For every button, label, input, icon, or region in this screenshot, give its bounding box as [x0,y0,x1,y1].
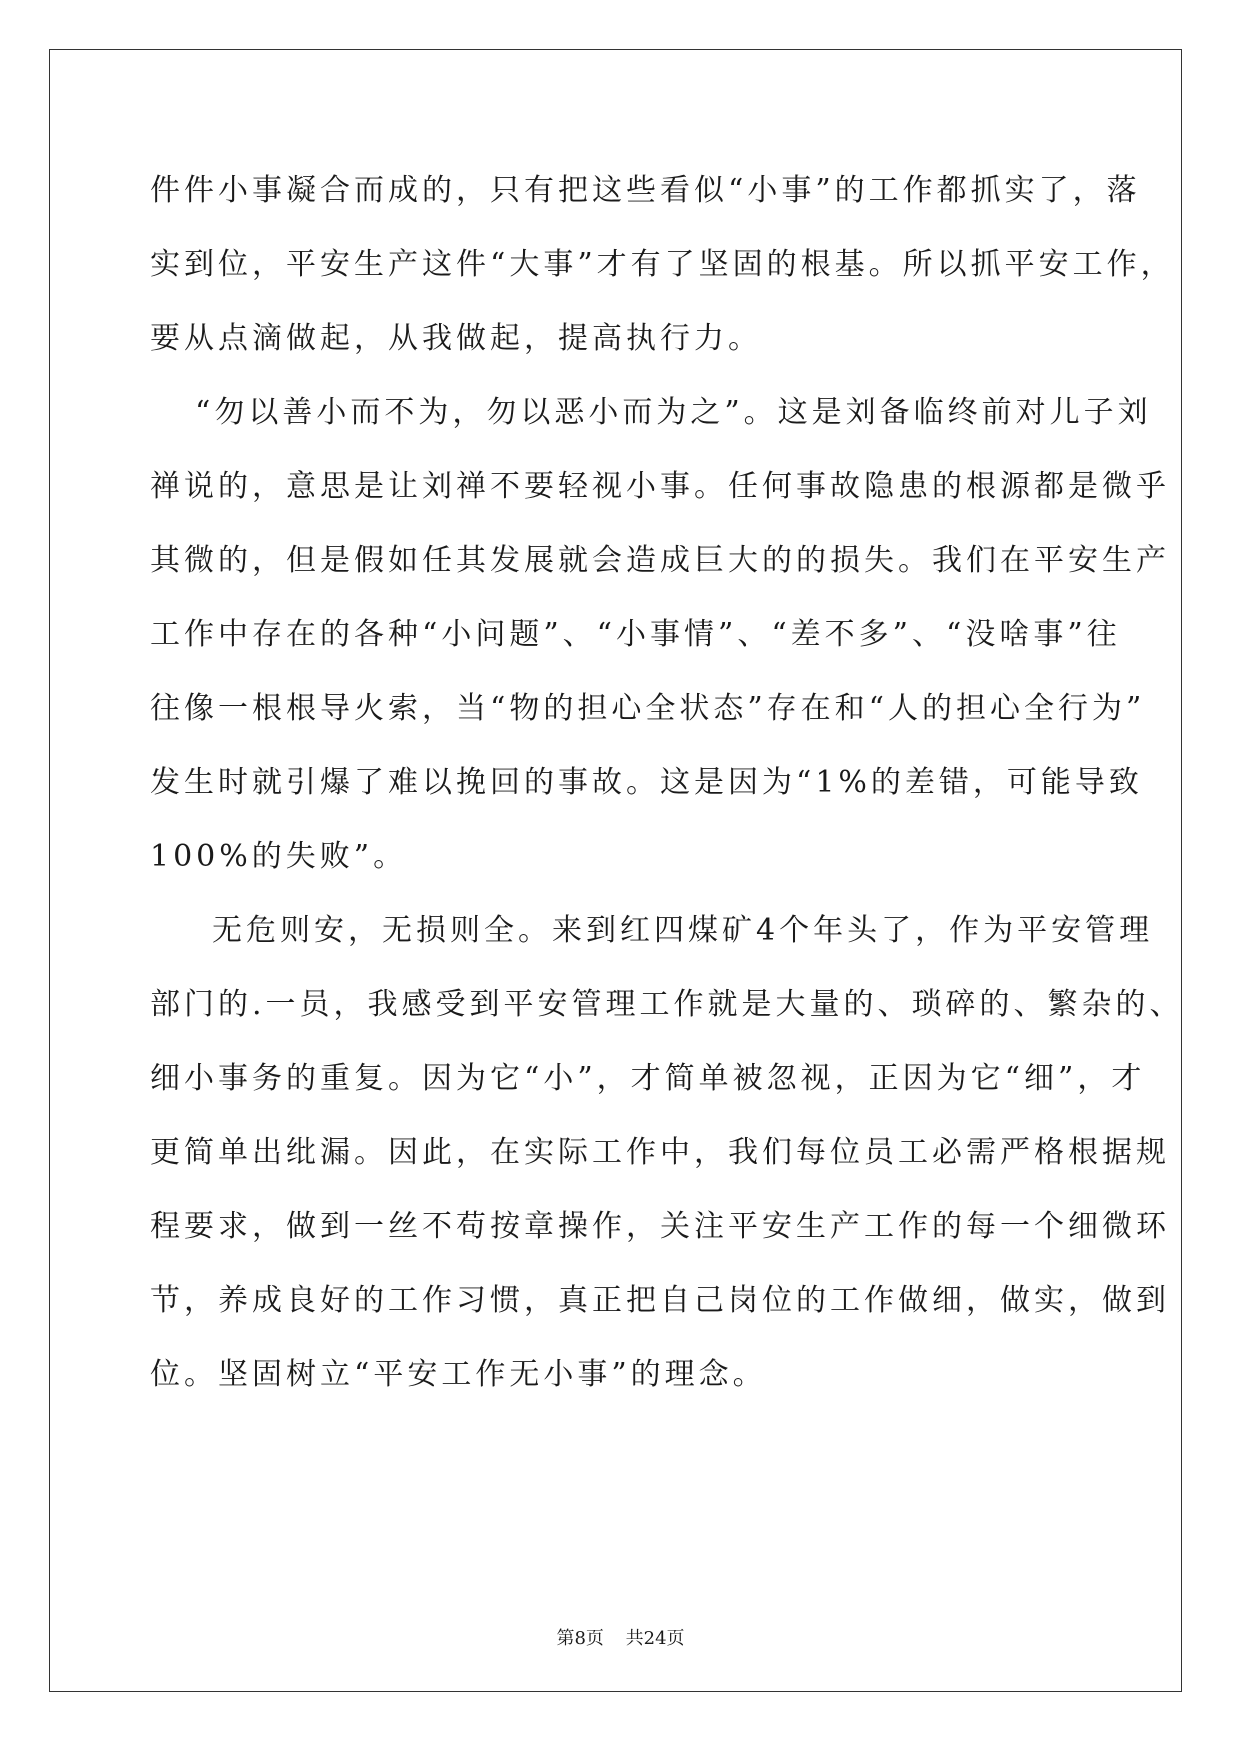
text-line: 部门的.一员，我感受到平安管理工作就是大量的、琐碎的、繁杂的、 [150,987,1184,1022]
paragraph-first-line: “勿以善小而不为，勿以恶小而为之”。这是刘备临终前对儿子刘 [195,395,1152,430]
text-line: 更简单出纰漏。因此，在实际工作中，我们每位员工必需严格根据规 [150,1135,1170,1170]
text-line: 程要求，做到一丝不苟按章操作，关注平安生产工作的每一个细微环 [150,1209,1170,1244]
paragraph-first-line: 无危则安，无损则全。来到红四煤矿4个年头了，作为平安管理 [212,913,1154,948]
page-number: 第8页 [556,1628,604,1649]
text-line: 往像一根根导火索，当“物的担心全状态”存在和“人的担心全行为” [150,691,1146,726]
page-total: 共24页 [625,1628,685,1649]
text-line: 禅说的，意思是让刘禅不要轻视小事。任何事故隐患的根源都是微乎 [150,469,1170,504]
text-line: 其微的，但是假如任其发展就会造成巨大的的损失。我们在平安生产 [150,543,1170,578]
text-line: 100%的失败”。 [150,839,408,874]
text-line: 节，养成良好的工作习惯，真正把自己岗位的工作做细，做实，做到 [150,1283,1170,1318]
page-footer [0,1627,1241,1651]
text-line: 发生时就引爆了难以挽回的事故。这是因为“1%的差错，可能导致 [150,765,1143,800]
text-line: 件件小事凝合而成的，只有把这些看似“小事”的工作都抓实了，落 [150,173,1141,208]
text-line: 实到位，平安生产这件“大事”才有了坚固的根基。所以抓平安工作， [150,247,1175,282]
text-line: 要从点滴做起，从我做起，提高执行力。 [150,321,762,356]
text-line: 工作中存在的各种“小问题”、“小事情”、“差不多”、“没啥事”往 [150,617,1121,652]
text-line: 细小事务的重复。因为它“小”，才简单被忽视，正因为它“细”，才 [150,1061,1146,1096]
text-line: 位。坚固树立“平安工作无小事”的理念。 [150,1357,767,1392]
